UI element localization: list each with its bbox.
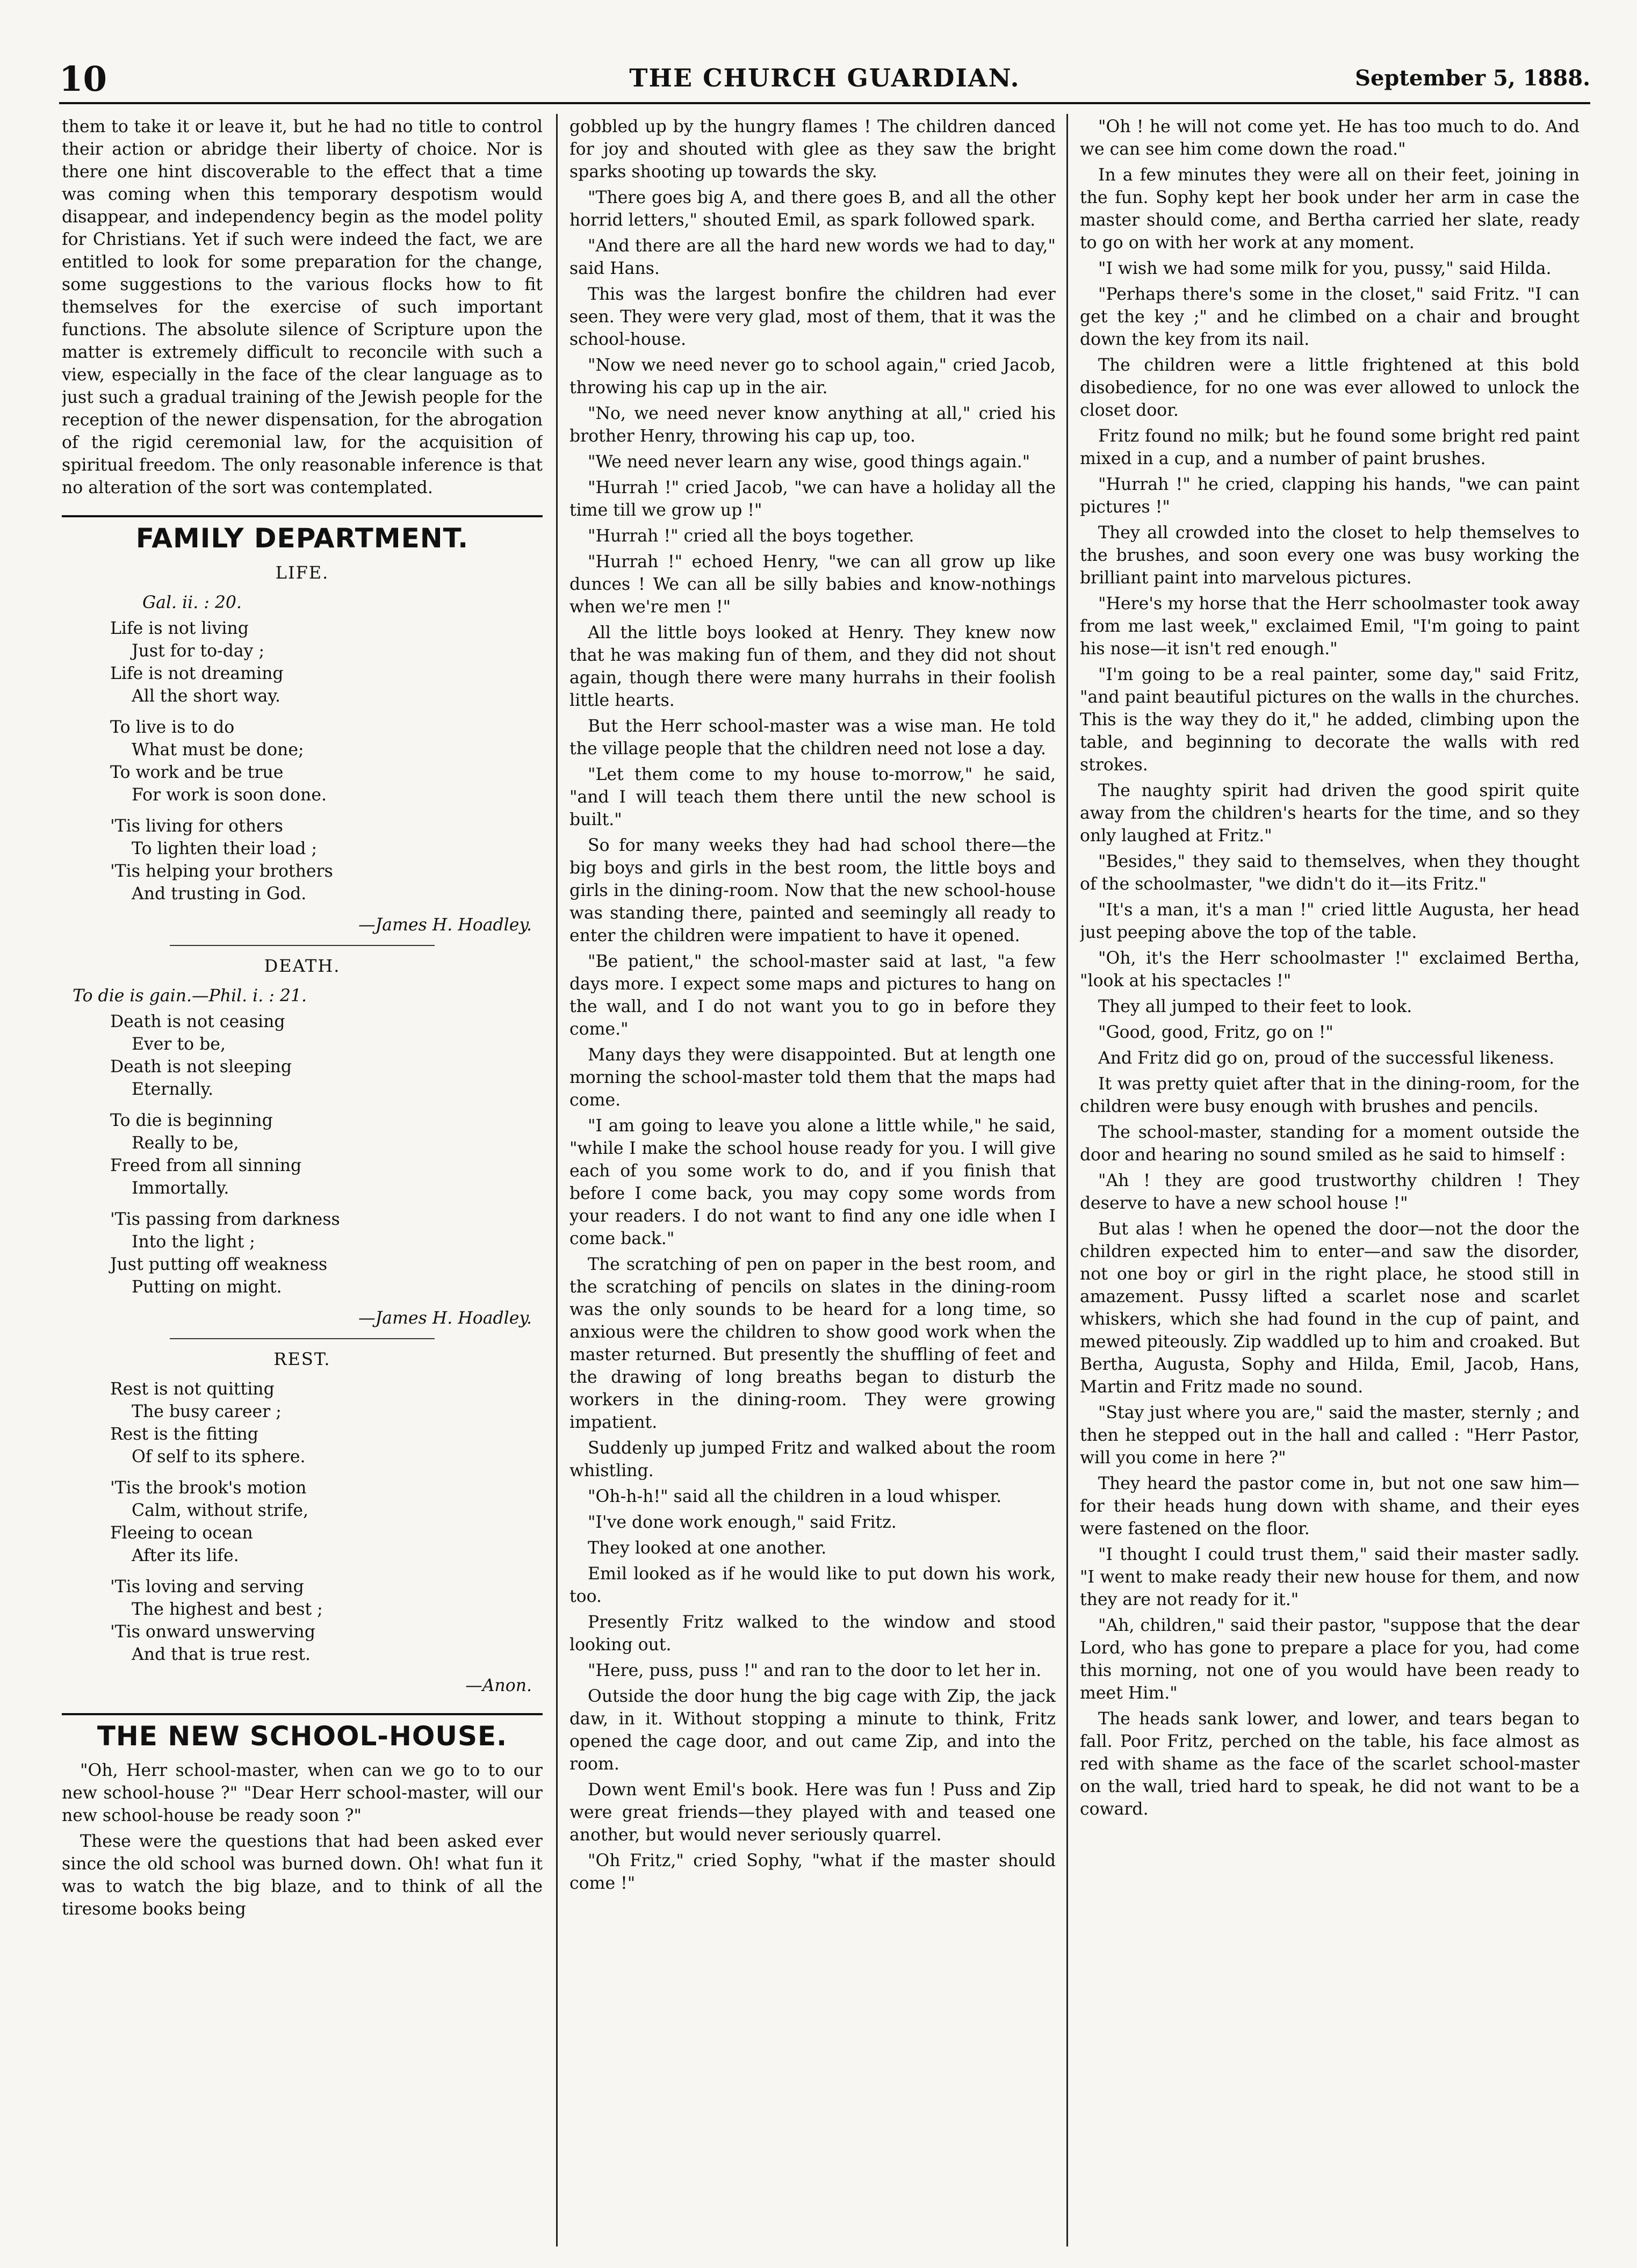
poem-attribution: —Anon. <box>465 1676 532 1695</box>
story-paragraph: It was pretty quiet after that in the dining-room, for the children were busy enough with brushes and pencils. <box>1080 1074 1580 1116</box>
story-paragraph: "Good, good, Fritz, go on !" <box>1098 1023 1333 1042</box>
poem-title: DEATH. <box>264 956 341 976</box>
page-number: 10 <box>59 59 107 99</box>
poem-title: REST. <box>273 1349 331 1369</box>
issue-date: September 5, 1888. <box>1355 66 1590 91</box>
divider <box>170 945 434 946</box>
poem-line: 'Tis helping your brothers <box>110 862 333 881</box>
poem-line: 'Tis loving and serving <box>110 1577 304 1597</box>
poem-line: After its life. <box>132 1546 239 1565</box>
story-paragraph: These were the questions that had been asked ever since the old school was burned down. Oh! what fun it was to watch the big blaze, and to think of all the tiresome books being <box>62 1832 543 1919</box>
poem-line: Rest is the fitting <box>110 1425 258 1444</box>
story-paragraph: "Oh, Herr school-master, when can we go to to our new school-house ?" "Dear Herr school-master, will our new school-house be ready soon ?" <box>62 1761 543 1825</box>
story-paragraph: They all jumped to their feet to look. <box>1098 997 1412 1016</box>
story-paragraph: The naughty spirit had driven the good spirit quite away from the children's hearts for the time, and so they only laughed at Fritz." <box>1080 781 1580 846</box>
column-rule <box>556 114 558 2247</box>
story-paragraph: They all crowded into the closet to help themselves to the brushes, and soon every one was busy working the brilliant paint into marvelous pictures. <box>1080 523 1580 588</box>
story-paragraph: Suddenly up jumped Fritz and walked about the room whistling. <box>569 1439 1056 1480</box>
story-paragraph: "Ah ! they are good trustworthy children ! They deserve to have a new school house !" <box>1080 1171 1580 1213</box>
story-paragraph: "Hurrah !" cried all the boys together. <box>588 526 914 546</box>
poem-line: Rest is not quitting <box>110 1379 275 1399</box>
story-paragraph: "Hurrah !" echoed Henry, "we can all grow up like dunces ! We can all be silly babies and know-nothings when we're men !" <box>569 552 1056 617</box>
story-paragraph: So for many weeks they had had school there—the big boys and girls in the best room, the little boys and girls in the dining-room. Now that the new school-house was standing there, painted and seemingly all ready to enter the children were impatient to have it opened. <box>569 836 1056 945</box>
poem-line: The busy career ; <box>132 1402 282 1421</box>
story-paragraph: Many days they were disappointed. But at length one morning the school-master told them that the maps had come. <box>569 1045 1056 1110</box>
story-paragraph: "Oh Fritz," cried Sophy, "what if the master should come !" <box>569 1851 1056 1893</box>
story-paragraph: "Be patient," the school-master said at last, "a few days more. I expect some maps and pictures to hang on the wall, and I do not want you to go in before they come." <box>569 952 1056 1039</box>
poem-line: Freed from all sinning <box>110 1156 302 1175</box>
poem-stanza <box>62 1109 543 1200</box>
story-paragraph: "There goes big A, and there goes B, and all the other horrid letters," shouted Emil, as spark followed spark. <box>569 188 1056 230</box>
poem-line: Really to be, <box>132 1133 239 1153</box>
divider <box>170 1338 434 1339</box>
poem-stanza <box>62 1378 543 1468</box>
story-paragraph: But alas ! when he opened the door—not the door the children expected him to enter—and saw the disorder, not one boy or girl in the right place, he stood still in amazement. Pussy lifted a scarlet nose and scarlet whiskers, which she had found in the cup of paint, and mewed piteously. Zip waddled up to him and croaked. But Bertha, Augusta, Sophy and Hilda, Emil, Jacob, Hans, Martin and Fritz made no sound. <box>1080 1219 1580 1397</box>
story-paragraph: And Fritz did go on, proud of the successful likeness. <box>1098 1049 1555 1068</box>
story-paragraph: The scratching of pen on paper in the best room, and the scratching of pencils on slates in the dining-room was the only sounds to be heard for a long time, so anxious were the children to show good work when the master returned. But presently the shuffling of feet and the drawing of long breaths began to disturb the workers in the dining-room. They were growing impatient. <box>569 1255 1056 1432</box>
story-paragraph: They looked at one another. <box>588 1539 827 1558</box>
poem-line: What must be done; <box>132 740 304 760</box>
story-paragraph: Emil looked as if he would like to put down his work, too. <box>569 1564 1056 1606</box>
column-1 <box>62 115 543 2248</box>
story-paragraph: The heads sank lower, and lower, and tears began to fall. Poor Fritz, perched on the table, his face almost as red with shame as the face of the scarlet school-master on the wall, tried hard to speak, he did not want to be a coward. <box>1080 1709 1580 1819</box>
poem-line: The highest and best ; <box>132 1600 323 1619</box>
poem-line: Ever to be, <box>132 1035 226 1054</box>
poem-line: Immortally. <box>132 1179 229 1198</box>
poem-title: LIFE. <box>275 562 329 583</box>
poem-line: 'Tis living for others <box>110 817 283 836</box>
story-paragraph: "Perhaps there's some in the closet," said Fritz. "I can get the key ;" and he climbed on a chair and brought down the key from its nail. <box>1080 285 1580 349</box>
page-header <box>59 54 1590 104</box>
poem-line: Just for to-day ; <box>132 641 265 661</box>
story-paragraph: Presently Fritz walked to the window and stood looking out. <box>569 1613 1056 1655</box>
poem-line: For work is soon done. <box>132 785 327 805</box>
story-paragraph: The children were a little frightened at this bold disobedience, for no one was ever allowed to unlock the closet door. <box>1080 356 1580 420</box>
column-2 <box>569 115 1056 2248</box>
story-paragraph: Outside the door hung the big cage with Zip, the jack daw, in it. Without stopping a minute to think, Fritz opened the cage door, and out came Zip, and into the room. <box>569 1687 1056 1774</box>
poem-line: Calm, without strife, <box>132 1501 309 1520</box>
story-paragraph: "We need never learn any wise, good things again." <box>588 452 1030 472</box>
poem-line: To lighten their load ; <box>132 839 318 858</box>
column-rule <box>1066 114 1068 2247</box>
story-paragraph: "Besides," they said to themselves, when they thought of the schoolmaster, "we didn't do it—its Fritz." <box>1080 852 1580 894</box>
story-heading: THE NEW SCHOOL-HOUSE. <box>62 1713 543 1747</box>
story-paragraph: "I am going to leave you alone a little while," he said, "while I make the school house ready for you. I will give each of you some work to do, and if you finish that before I come back, you may copy some words from your readers. I do not want to find any one idle when I come back." <box>569 1116 1056 1248</box>
poem-life <box>62 561 543 936</box>
poem-line: To die is beginning <box>110 1111 273 1130</box>
story-paragraph: "Now we need never go to school again," cried Jacob, throwing his cap up in the air. <box>569 356 1056 398</box>
story-paragraph: "Stay just where you are," said the master, sternly ; and then he stepped out in the hall and called : "Herr Pastor, will you come in here ?" <box>1080 1403 1580 1468</box>
poem-line: Fleeing to ocean <box>110 1523 253 1543</box>
poem-line: 'Tis passing from darkness <box>110 1210 340 1229</box>
poem-line: Just putting off weakness <box>110 1255 328 1274</box>
story-paragraph: "Ah, children," said their pastor, "suppose that the dear Lord, who has gone to prepare a place for you, had come this morning, not one of you would have been ready to meet Him." <box>1080 1616 1580 1703</box>
story-paragraph: "Here, puss, puss !" and ran to the door to let her in. <box>588 1661 1042 1680</box>
story-paragraph: Fritz found no milk; but he found some bright red paint mixed in a cup, and a number of paint brushes. <box>1080 427 1580 468</box>
story-paragraph: They heard the pastor come in, but not one saw him—for their heads hung down with shame, and their eyes were fastened on the floor. <box>1080 1474 1580 1539</box>
story-paragraph: This was the largest bonfire the children had ever seen. They were very glad, most of them, that it was the school-house. <box>569 285 1056 349</box>
poem-stanza <box>62 617 543 707</box>
poem-line: To work and be true <box>110 763 284 782</box>
poem-line: Life is not dreaming <box>110 664 284 683</box>
masthead: THE CHURCH GUARDIAN. <box>629 63 1020 92</box>
poem-rest <box>62 1348 543 1697</box>
poem-reference: To die is gain.—Phil. i. : 21. <box>73 986 307 1006</box>
section-heading: FAMILY DEPARTMENT. <box>62 515 543 550</box>
story-paragraph: "Oh, it's the Herr schoolmaster !" exclaimed Bertha, "look at his spectacles !" <box>1080 949 1580 991</box>
poem-stanza <box>62 1477 543 1567</box>
poem-attribution: —James H. Hoadley. <box>358 1309 532 1328</box>
story-paragraph: "Oh ! he will not come yet. He has too much to do. And we can see him come down the road." <box>1080 117 1580 159</box>
story-paragraph: In a few minutes they were all on their feet, joining in the fun. Sophy kept her book under her arm in case the master should come, and Bertha carried her slate, ready to go on with her work at any moment. <box>1080 165 1580 252</box>
poem-line: 'Tis onward unswerving <box>110 1622 315 1642</box>
story-paragraph: "Hurrah !" cried Jacob, "we can have a holiday all the time till we grow up !" <box>569 478 1056 520</box>
story-paragraph: "Oh-h-h!" said all the children in a loud whisper. <box>588 1487 1002 1506</box>
poem-reference: Gal. ii. : 20. <box>142 593 242 612</box>
poem-line: Death is not sleeping <box>110 1057 292 1077</box>
poem-line: Of self to its sphere. <box>132 1447 306 1467</box>
story-paragraph: gobbled up by the hungry flames ! The children danced for joy and shouted with glee as they saw the bright sparks shooting up towards the sky. <box>569 117 1056 182</box>
poem-stanza <box>62 815 543 905</box>
story-paragraph: "It's a man, it's a man !" cried little Augusta, her head just peeping above the top of the table. <box>1080 900 1580 942</box>
poem-stanza <box>62 716 543 806</box>
poem-stanza <box>62 1010 543 1101</box>
story-paragraph: "Let them come to my house to-morrow," he said, "and I will teach them there until the new school is built." <box>569 765 1056 829</box>
poem-line: All the short way. <box>132 687 281 706</box>
poem-stanza <box>62 1208 543 1298</box>
story-paragraph: "I've done work enough," said Fritz. <box>588 1513 897 1532</box>
poem-attribution: —James H. Hoadley. <box>358 915 532 935</box>
story-paragraph: The school-master, standing for a moment outside the door and hearing no sound smiled as he said to himself : <box>1080 1123 1580 1165</box>
poem-line: Life is not living <box>110 619 249 638</box>
poem-line: To live is to do <box>110 718 235 737</box>
story-paragraph: "Hurrah !" he cried, clapping his hands, "we can paint pictures !" <box>1080 475 1580 517</box>
poem-stanza <box>62 1576 543 1666</box>
poem-death <box>62 955 543 1330</box>
article-continuation: them to take it or leave it, but he had no title to control their action or abridge their liberty of choice. Nor is there one hint discoverable to the effect that a time was coming when this temporary despotism would disappear, and independency begin as the model polity for Christians. Yet if such were indeed the fact, we are entitled to look for some preparation for the change, some suggestions to the various flocks how to fit themselves for the exercise of such important functions. The absolute silence of Scripture upon the matter is extremely difficult to reconcile with such a view, especially in the face of the clear language as to just such a gradual training of the Jewish people for the reception of the newer dispensation, for the abrogation of the rigid ceremonial law, for the acquisition of spiritual freedom. The only reasonable inference is that no alteration of the sort was contemplated. <box>62 117 543 497</box>
poem-line: And trusting in God. <box>132 884 307 904</box>
story-paragraph: Down went Emil's book. Here was fun ! Puss and Zip were great friends—they played with and teased one another, but would never seriously quarrel. <box>569 1780 1056 1845</box>
story-paragraph: "I wish we had some milk for you, pussy," said Hilda. <box>1098 259 1552 278</box>
poem-line: And that is true rest. <box>132 1645 311 1664</box>
poem-line: Putting on might. <box>132 1277 282 1297</box>
poem-line: Into the light ; <box>132 1232 255 1252</box>
story-paragraph: "I'm going to be a real painter, some day," said Fritz, "and paint beautiful pictures on the walls in the churches. This is the way they do it," he added, climbing upon the table, and beginning to decorate the walls with red strokes. <box>1080 665 1580 775</box>
poem-line: Death is not ceasing <box>110 1012 285 1031</box>
story-paragraph: "And there are all the hard new words we had to day," said Hans. <box>569 236 1056 278</box>
story-paragraph: "Here's my horse that the Herr schoolmaster took away from me last week," exclaimed Emil, "I'm going to paint his nose—it isn't red enough." <box>1080 594 1580 659</box>
story-paragraph: But the Herr school-master was a wise man. He told the village people that the children need not lose a day. <box>569 717 1056 759</box>
poem-line: 'Tis the brook's motion <box>110 1478 307 1498</box>
story-paragraph: "No, we need never know anything at all," cried his brother Henry, throwing his cap up, too. <box>569 404 1056 446</box>
column-3 <box>1080 115 1580 2248</box>
story-paragraph: "I thought I could trust them," said their master sadly. "I went to make ready their new house for them, and now they are not ready for it." <box>1080 1545 1580 1609</box>
story-paragraph: All the little boys looked at Henry. They knew now that he was making fun of them, and they did not shout again, though there were many hurrahs in their foolish little hearts. <box>569 623 1056 710</box>
poem-line: Eternally. <box>132 1080 214 1099</box>
